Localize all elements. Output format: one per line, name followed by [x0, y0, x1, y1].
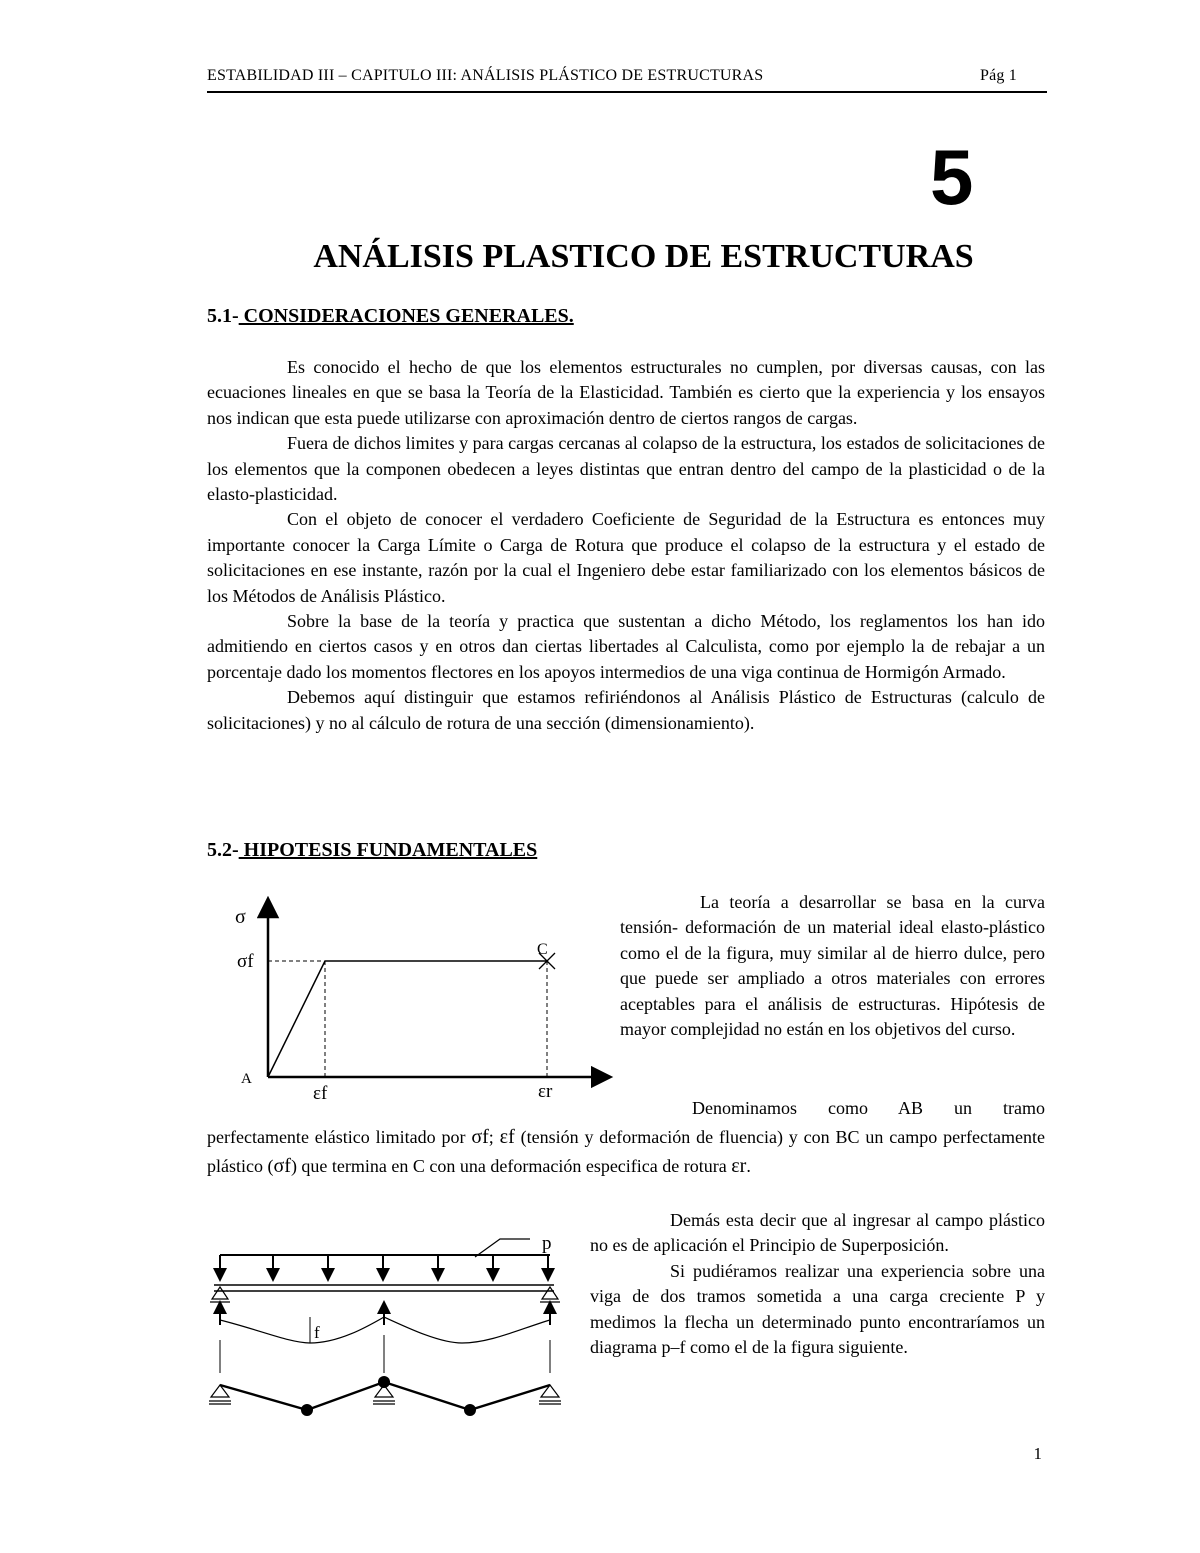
stress-strain-diagram	[225, 895, 615, 1110]
eps-f-label: εf	[313, 1083, 328, 1104]
sigma-f-symbol: σf	[471, 1126, 489, 1148]
section2-para1	[620, 890, 1045, 1042]
sigma-f-symbol: σf	[273, 1155, 291, 1177]
paragraph	[207, 1094, 1045, 1181]
eps-r-symbol: εr	[731, 1155, 747, 1177]
section2-para3-4	[590, 1208, 1045, 1360]
paragraph: Si pudiéramos realizar una experiencia sobre una viga de dos tramos sometida a una carga creciente P y medimos la flecha un determinado punto encontraríamos un diagrama p–f como el de la figura siguiente.	[590, 1260, 1045, 1358]
text-run: Denominamos como AB un tramo perfectamente elástico limitado por	[207, 1098, 1045, 1147]
load-label: p	[542, 1233, 552, 1254]
section-number: 5.1-	[207, 305, 239, 327]
header-page: Pág 1	[980, 67, 1017, 84]
section-title: CONSIDERACIONES GENERALES.	[238, 305, 574, 327]
section-title: HIPOTESIS FUNDAMENTALES	[238, 839, 538, 861]
plastic-hinges	[301, 1376, 476, 1416]
eps-f-symbol: εf	[499, 1126, 515, 1148]
top-support-icons	[210, 1287, 560, 1302]
section1-body	[207, 355, 1045, 736]
deflection-label: f	[314, 1323, 320, 1342]
page-header	[207, 67, 1047, 93]
load-arrows	[220, 1255, 548, 1275]
origin-label: A	[241, 1071, 252, 1087]
reaction-arrows	[220, 1307, 550, 1325]
paragraph: Sobre la base de la teoría y practica que sustentan a dicho Método, los reglamentos los han ido admitiendo en ciertos casos y en otros dan ciertas libertades al Calculista, como por ejemplo la de rebajar a un porcentaje dado los momentos flectores en los apoyos intermedios de una viga continua de Hormigón Armado.	[207, 611, 1045, 682]
eps-r-label: εr	[538, 1081, 553, 1102]
paragraph: La teoría a desarrollar se basa en la curva tensión- deformación de un material ideal elasto-plástico como el de la figura, muy similar al de hierro dulce, pero que puede ser ampliado a otros materiales con errores aceptables para el análisis de estructuras. Hipótesis de mayor complejidad no están en los objetivos del curso.	[620, 892, 1045, 1040]
section-heading-2	[207, 839, 537, 862]
section-heading-1	[207, 305, 574, 328]
point-c-label: C	[537, 941, 548, 958]
page-number: 1	[1033, 1444, 1042, 1463]
paragraph: Fuera de dichos limites y para cargas cercanas al colapso de la estructura, los estados de solicitaciones de los elementos que la componen obedecen a leyes distintas que entran dentro del campo de la plasticidad o de la elasto-plasticidad.	[207, 433, 1045, 505]
sigma-axis-label: σ	[235, 906, 246, 928]
paragraph: Demás esta decir que al ingresar al campo plástico no es de aplicación el Principio de Superposición.	[590, 1210, 1045, 1256]
chapter-number: 5	[930, 133, 974, 221]
paragraph: Es conocido el hecho de que los elementos estructurales no cumplen, por diversas causas, con las ecuaciones lineales en que se basa la Teoría de la Elasticidad. También es cierto que la experiencia y los ensayos nos indican que esta puede utilizarse con aproximación dentro de ciertos rangos de cargas.	[207, 357, 1045, 428]
text-run: .	[746, 1156, 751, 1176]
vertical-guides	[220, 1335, 550, 1373]
section2-para2	[207, 1094, 1045, 1181]
two-span-beam-diagram	[200, 1225, 580, 1425]
paragraph: Debemos aquí distinguir que estamos refiriéndonos al Análisis Plástico de Estructuras (calculo de solicitaciones) y no al cálculo de rotura de una sección (dimensionamiento).	[207, 687, 1045, 733]
section-number: 5.2-	[207, 839, 239, 861]
text-run: ) que termina en C con una deformación especifica de rotura	[290, 1156, 732, 1176]
text-run: (tensión y deformación de fluencia) y con BC un campo perfectamente plástico (	[207, 1127, 1046, 1176]
header-title: ESTABILIDAD III – CAPITULO III: ANÁLISIS PLÁSTICO DE ESTRUCTURAS	[207, 67, 764, 84]
text-run: ;	[488, 1127, 500, 1147]
elastic-branch	[268, 961, 325, 1077]
chapter-title: ANÁLISIS PLASTICO DE ESTRUCTURAS	[313, 238, 974, 275]
sigma-f-label: σf	[237, 951, 254, 972]
paragraph: Con el objeto de conocer el verdadero Coeficiente de Seguridad de la Estructura es entonces muy importante conocer la Carga Límite o Carga de Rotura que produce el colapso de la estructura y el estado de solicitaciones en ese instante, razón por la cual el Ingeniero debe estar familiarizado con los elementos básicos de los Métodos de Análisis Plástico.	[207, 509, 1045, 606]
